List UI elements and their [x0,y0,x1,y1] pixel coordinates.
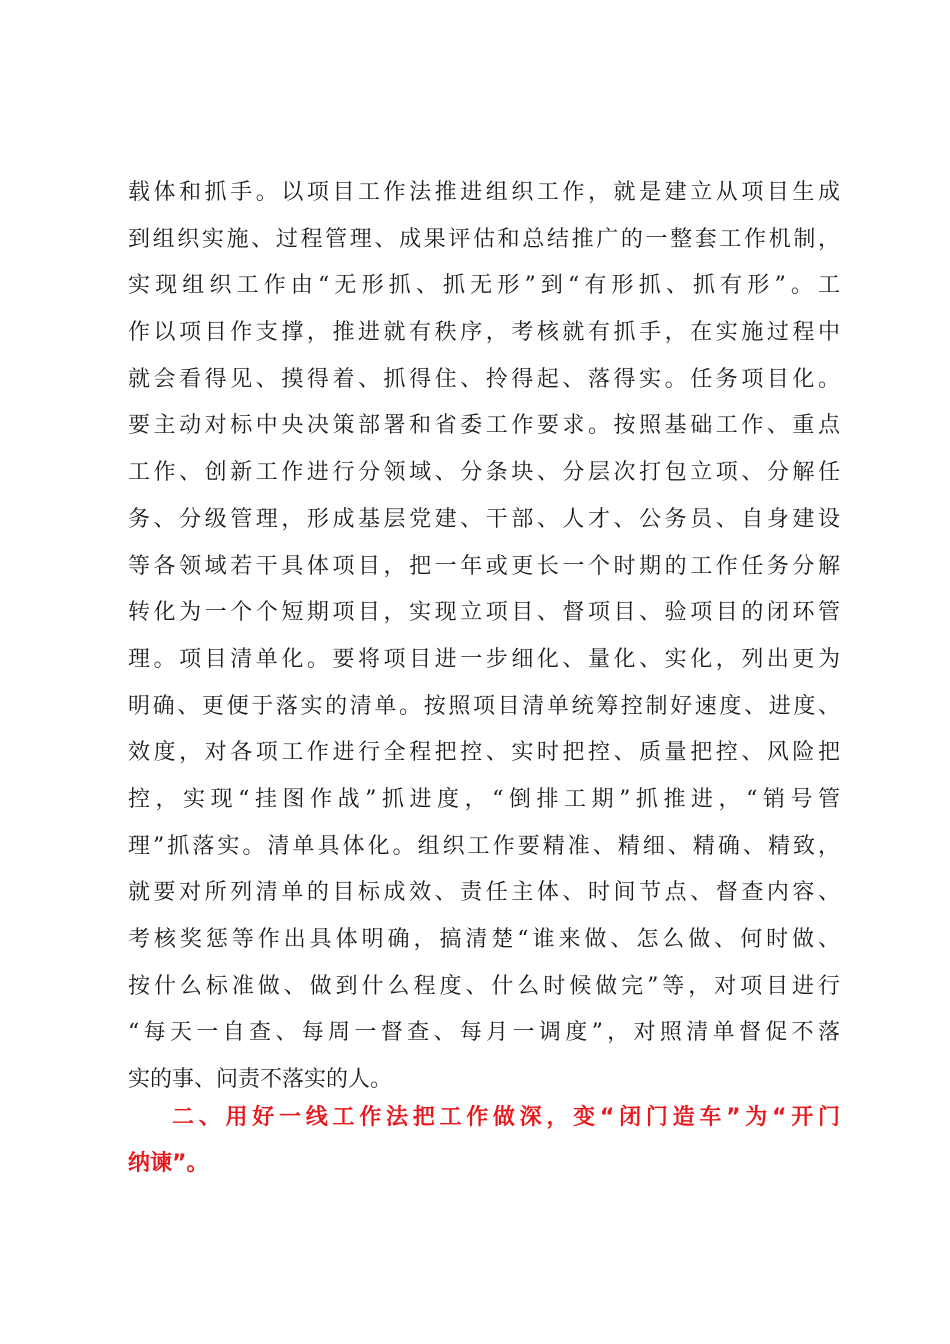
text-line: 转化为一个个短期项目，实现立项目、督项目、验项目的闭环管 [128,600,840,626]
body-paragraph [128,170,840,1104]
text-line: 载体和抓手。以项目工作法推进组织工作，就是建立从项目生成 [128,180,840,205]
text-line: 按什么标准做、做到什么程度、什么时候做完”等，对项目进行 [128,973,840,999]
text-line: 考核奖惩等作出具体明确，搞清楚“谁来做、怎么做、何时做、 [128,927,840,952]
text-line: 作以项目作支撑，推进就有秩序，考核就有抓手，在实施过程中 [128,320,840,346]
text-line: 理”抓落实。清单具体化。组织工作要精准、精细、精确、精致， [128,833,840,859]
text-line: 等各领域若干具体项目，把一年或更长一个时期的工作任务分解 [128,553,840,579]
text-line: 实现组织工作由“无形抓、抓无形”到“有形抓、抓有形”。工 [128,273,840,299]
text-line: 要主动对标中央决策部署和省委工作要求。按照基础工作、重点 [128,413,840,439]
text-line: 效度，对各项工作进行全程把控、实时把控、质量把控、风险把 [128,740,840,766]
text-line: 控，实现“挂图作战”抓进度，“倒排工期”抓推进，“销号管 [128,786,840,812]
text-line: 务、分级管理，形成基层党建、干部、人才、公务员、自身建设 [128,506,840,532]
text-line: 工作、创新工作进行分领域、分条块、分层次打包立项、分解任 [128,460,840,486]
text-line: 到组织实施、过程管理、成果评估和总结推广的一整套工作机制， [128,226,840,252]
heading-line: 二、用好一线工作法把工作做深，变“闭门造车”为“开门 [172,1105,840,1130]
text-line: 就会看得见、摸得着、抓得住、拎得起、落得实。任务项目化。 [128,366,840,392]
heading-line: 纳谏”。 [128,1151,209,1176]
section-heading [128,1095,840,1187]
text-line: “每天一自查、每周一督查、每月一调度”，对照清单督促不落 [128,1020,840,1046]
text-line: 就要对所列清单的目标成效、责任主体、时间节点、督查内容、 [128,880,840,906]
text-line: 明确、更便于落实的清单。按照项目清单统筹控制好速度、进度、 [128,693,840,719]
text-line: 实的事、问责不落实的人。 [128,1067,393,1093]
text-line: 理。项目清单化。要将项目进一步细化、量化、实化，列出更为 [128,646,840,672]
